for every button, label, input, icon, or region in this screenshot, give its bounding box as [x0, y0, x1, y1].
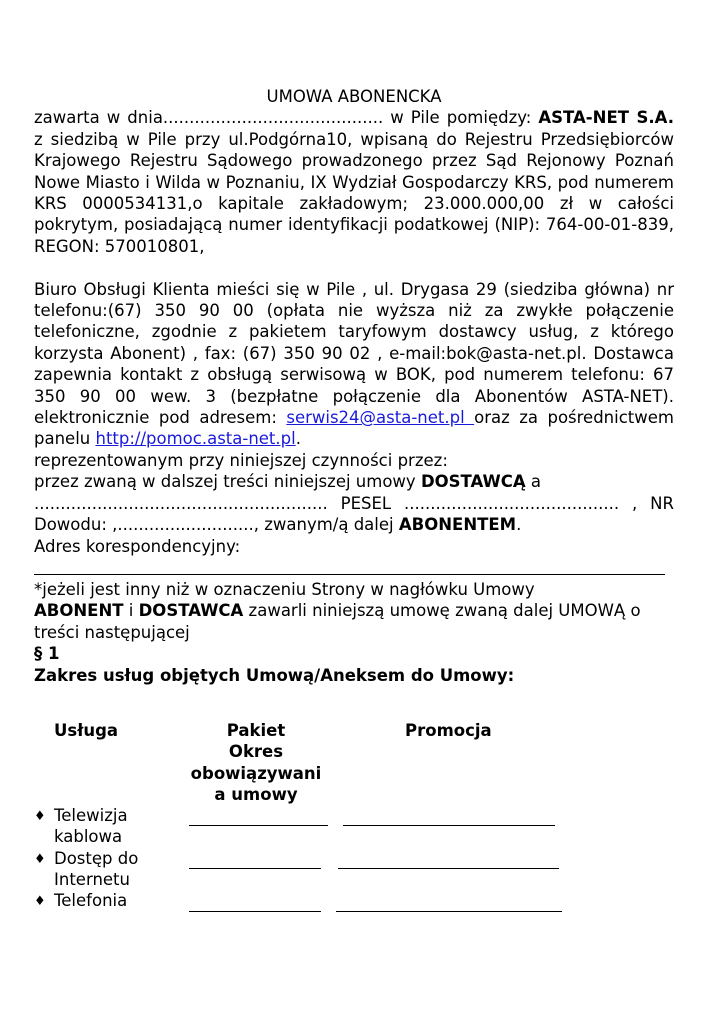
col-service-header: Usługa: [54, 721, 119, 740]
office-line: zapewnia kontakt z obsługą serwisową w BOK, pod numerem telefonu: 67: [34, 365, 674, 385]
supplier-term: DOSTAWCĄ: [420, 472, 526, 492]
address-label: Adres korespondencyjny:: [34, 536, 241, 556]
conclusion-line: ABONENT i DOSTAWCA zawarli niniejszą umowę zwaną dalej UMOWĄ o: [34, 601, 641, 621]
promo-field-phone[interactable]: [336, 896, 562, 912]
subscriber-term: ABONENTEM: [398, 515, 517, 535]
service-row-phone: Telefonia: [54, 891, 128, 910]
promo-field-internet[interactable]: [338, 853, 559, 869]
col-package-header: Pakiet Okres obowiązywani a umowy: [190, 721, 322, 805]
id-line: Dowodu: ,.........................., zwanym/ą dalej ABONENTEM.: [34, 515, 522, 535]
representation-line: reprezentowanym przy niniejszej czynności przez:: [34, 450, 448, 470]
package-field-tv[interactable]: [189, 810, 328, 826]
col-promo-header: Promocja: [405, 721, 492, 740]
intro-line: REGON: 570010801,: [34, 236, 205, 256]
intro-line: zawarta w dnia.......................................... w Pile pomiędzy: ASTA-NET S.A.: [34, 108, 674, 128]
office-line: telefonu:(67) 350 90 00 (opłata nie wyższa niż za zwykłe połączenie: [34, 301, 674, 321]
pesel-line: ........................................................ PESEL ......................................... , NR: [34, 493, 674, 513]
service-email-link[interactable]: serwis24@asta-net.pl: [286, 408, 475, 428]
package-field-phone[interactable]: [189, 896, 321, 912]
diamond-bullet-icon: ♦: [34, 809, 46, 824]
section-number: § 1: [34, 644, 60, 664]
conclusion-line: treści następującej: [34, 622, 190, 642]
supplier-line: przez zwaną w dalszej treści niniejszej umowy DOSTAWCĄ a: [34, 472, 541, 492]
office-line: Biuro Obsługi Klienta mieści się w Pile , ul. Drygasa 29 (siedziba główna) nr: [34, 279, 674, 299]
intro-line: z siedzibą w Pile przy ul.Podgórna10, wpisaną do Rejestru Przedsiębiorców: [34, 129, 674, 149]
address-note: *jeżeli jest inny niż w oznaczeniu Strony w nagłówku Umowy: [34, 579, 535, 599]
intro-line: Nowe Miasto i Wilda w Poznaniu, IX Wydział Gospodarczy KRS, pod numerem: [34, 172, 674, 192]
service-row-internet: Dostęp do Internetu: [54, 849, 139, 890]
service-row-tv: Telewizja kablowa: [54, 806, 128, 847]
office-line: 350 90 00 wew. 3 (bezpłatne połączenie dla Abonentów ASTA-NET).: [34, 386, 674, 406]
document-title: UMOWA ABONENCKA: [266, 87, 442, 106]
office-line: korzysta Abonent) , fax: (67) 350 90 02 , e-mail:bok@asta-net.pl. Dostawca: [34, 343, 674, 363]
contract-document: [34, 86, 674, 686]
office-line: elektronicznie pod adresem: serwis24@asta-net.pl oraz za pośrednictwem: [34, 408, 674, 428]
intro-line: KRS 0000534131,o kapitale zakładowym; 23.000.000,00 zł w całości: [34, 194, 674, 214]
office-line: telefoniczne, zgodnie z pakietem taryfowym dostawcy usług, z którego: [34, 322, 674, 342]
promo-field-tv[interactable]: [343, 810, 555, 826]
diamond-bullet-icon: ♦: [34, 894, 46, 909]
company-name: ASTA-NET S.A.: [538, 108, 674, 128]
help-panel-link[interactable]: http://pomoc.asta-net.pl: [95, 429, 296, 449]
address-fill-line: [34, 557, 665, 575]
intro-line: Krajowego Rejestru Sądowego prowadzonego przez Sąd Rejonowy Poznań: [34, 151, 674, 171]
intro-line: pokrytym, posiadającą numer identyfikacji podatkowej (NIP): 764-00-01-839,: [34, 215, 674, 235]
package-field-internet[interactable]: [189, 853, 321, 869]
section-heading: Zakres usług objętych Umową/Aneksem do Umowy:: [34, 665, 515, 685]
diamond-bullet-icon: ♦: [34, 852, 46, 867]
office-line: panelu http://pomoc.asta-net.pl.: [34, 429, 301, 449]
